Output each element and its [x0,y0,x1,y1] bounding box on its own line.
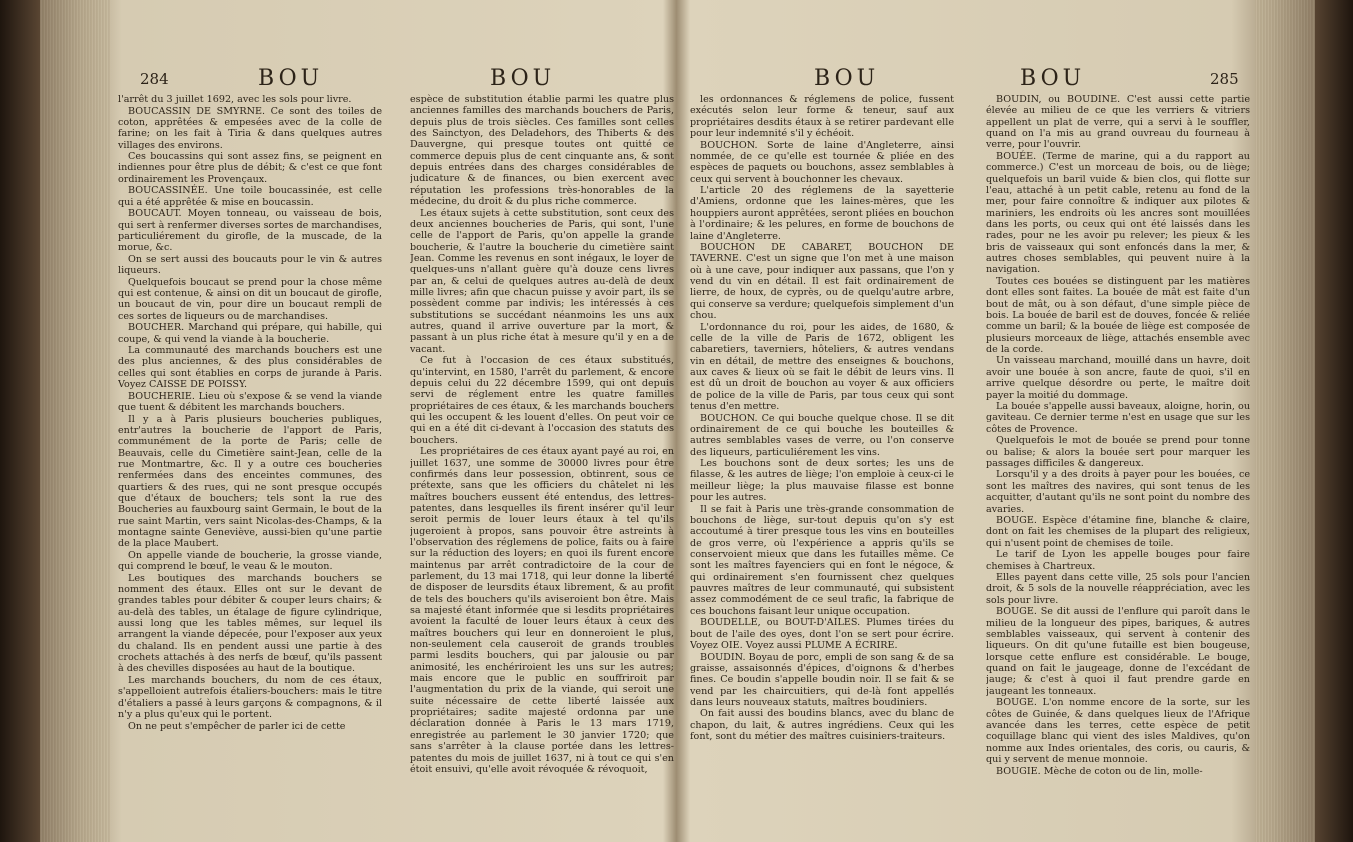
paragraph: On appelle viande de boucherie, la grosse viande, qui comprend le bœuf, le veau & le mouton. [118,549,382,573]
paragraph: BOUCHER. Marchand qui prépare, qui habille, qui coupe, & qui vend la viande à la boucherie. [118,322,382,345]
paragraph: BOUGE. L'on nomme encore de la sorte, sur les côtes de Guinée, & dans quelques lieux de l'Afrique avancée dans les terres, cette espèce de petit coquillage blanc qui vient des isles Maldives, qu'on nomme aux Indes orientales, des coris, ou cauris, & qui y servent de menue monnoie. [986,697,1250,765]
paragraph: Les boutiques des marchands bouchers se nomment des étaux. Elles ont sur le devant de grandes tables pour débiter & couper leurs chairs; & au-delà des tables, un étalage de figure cylindrique, aussi long que les tables mêmes, sur lequel ils arrangent la viande dépecée, pour l'exposer aux yeux du chaland. Ils en pendent aussi une partie à des crochets attachés à des nerfs de bœuf, qu'ils passent à des chevilles disposées au haut de la boutique. [118,572,382,675]
paragraph: BOUGIE. Mèche de coton ou de lin, molle- [996,765,1203,777]
paragraph: BOUGE. Espèce d'étamine fine, blanche & claire, dont on fait les chemises de la plupart des religieux, qui n'usent point de chemises de toile. [986,515,1250,549]
paragraph: BOUDIN, ou BOUDINE. C'est aussi cette partie élevée au milieu de ce que les verriers & vitriers appellent un plat de verre, qui a servi à le souffler, quand on l'a mis au grand ouvreau du fourneau à verre, pour l'ouvrir. [986,94,1250,151]
paragraph: BOUCHON DE CABARET, BOUCHON DE TAVERNE. C'est un signe que l'on met à une maison où à une cave, pour indiquer aux passans, que l'on y vend du vin en détail. Il est fait ordinairement de lierre, de houx, de cyprès, ou de quelqu'autre arbre, qui conserve sa verdure; quelquefois simplement d'un chou. [690,242,954,322]
right-running-word-2: BOU [1020,66,1086,91]
paragraph: On ne peut s'empêcher de parler ici de cette [128,720,346,732]
paragraph: BOUCASSINÉE. Une toile boucassinée, est celle qui a été apprêtée & mise en boucassin. [118,185,382,208]
paragraph: L'article 20 des réglemens de la sayetterie d'Amiens, ordonne que les laines-mères, que les houppiers auront apprêtées, seront pliées en bouchon à l'ordinaire; & les pelures, en forme de bouchons de laine d'Angleterre. [690,185,954,242]
paragraph: Toutes ces bouées se distinguent par les matières dont elles sont faites. La bouée de mât est faite d'un bout de mât, ou à son défaut, d'une simple pièce de bois. La bouée de baril est de douves, foncée & reliée comme un baril; & la bouée de liège est composée de plusieurs morceaux de liège, attachés ensemble avec de la corde. [986,275,1250,355]
paragraph: BOUCAUT. Moyen tonneau, ou vaisseau de bois, qui sert à renfermer diverses sortes de marchandises, particuliérement du girofle, de la muscade, de la morue, &c. [118,208,382,254]
paragraph: l'arrêt du 3 juillet 1692, avec les sols pour livre. [118,94,352,105]
right-running-head [690,62,1250,94]
left-page [118,62,674,834]
right-running-word-1: BOU [814,66,880,91]
paragraph: BOUDIN. Boyau de porc, empli de son sang & de sa graisse, assaisonnés d'épices, d'oignons & d'herbes fines. Ce boudin s'appelle boudin noir. Il se fait & se vend par les chaircuitiers, qui de-là font appellés dans leurs nouveaux statuts, maîtres boudiniers. [690,651,954,708]
paragraph: Quelquefois boucaut se prend pour la chose même qui est contenue, & ainsi on dit un boucaut de girofle, un boucaut de vin, pour dire un boucaut rempli de ces sortes de liqueurs ou de marchandises. [118,276,382,322]
paragraph: L'ordonnance du roi, pour les aides, de 1680, & celle de la ville de Paris de 1672, obligent les cabaretiers, taverniers, hôteliers, & autres vendans vin en détail, de mettre des enseignes & bouchons, aux caves & lieux où se fait le débit de leurs vins. Il est dû un droit de bouchon au voyer & aux officiers de police de la ville de Paris, par tous ceux qui sont tenus d'en mettre. [690,321,954,413]
paragraph: BOUGE. Se dit aussi de l'enflure qui paroît dans le milieu de la longueur des pipes, bariques, & autres semblables vaisseaux, qui servent à contenir des liqueurs. On dit qu'une futaille est bien bougeuse, lorsque cette enflure est considérable. Le bouge, quand on fait le jaugeage, donne de l'excédant de jauge; & c'est à quoi il faut prendre garde en jaugeant les tonneaux. [986,606,1250,697]
paragraph: Lorsqu'il y a des droits à payer pour les bouées, ce sont les maîtres des navires, qui sont tenus de les acquitter, d'autant qu'ils ne sont point du nombre des avaries. [986,469,1250,515]
left-page-number: 284 [140,70,169,88]
paragraph: Le tarif de Lyon les appelle bouges pour faire chemises à Chartreux. [986,549,1250,572]
paragraph: espèce de substitution établie parmi les quatre plus anciennes familles des marchands bouchers de Paris, depuis plus de trois siècles. Ces familles sont celles des Sainctyon, des Deladehors, des Thiberts & des Dauvergne, qui presque toutes ont quitté ce commerce depuis plus de cent cinquante ans, & sont depuis entrées dans des charges considérables de judicature & de finances, ou bien exercent avec réputation les professions très-honorables de la médecine, du droit & du plus riche commerce. [410,94,674,208]
paragraph: La bouée s'appelle aussi baveaux, aloigne, horin, ou gaviteau. Ce dernier terme n'est en usage que sur les côtes de Provence. [986,401,1250,435]
paragraph: BOUCASSIN DE SMYRNE. Ce sont des toiles de coton, apprêtées & empesées avec de la colle de farine; on les fait à Tiria & dans quelques autres villages des environs. [118,105,382,151]
right-page [690,62,1250,834]
left-column-2 [410,94,674,832]
paragraph: Les propriétaires de ces étaux ayant payé au roi, en juillet 1637, une somme de 30000 livres pour être confirmés dans leur possession, obtinrent, sous ce prétexte, sans que les officiers du châtelet ni les maîtres bouchers eussent été entendus, des lettres-patentes, dans lesquelles ils firent insérer qu'il leur seroit permis de louer leurs étaux à tel qu'ils jugeroient à propos, sans pouvoir être astreints à l'observation des réglemens de police, faits ou à faire sur la réduction des loyers; en quoi ils furent encore maintenus par arrêt contradictoire de la cour de parlement, du 13 mai 1718, qui leur donne la liberté de disposer de leursdits étaux librement, & au profit de tels des bouchers qu'ils aviseroient bon être. Mais sa majesté étant informée que si lesdits propriétaires avoient la faculté de louer leurs étaux à ceux des maîtres bouchers qui leur en donneroient le plus, non-seulement cela causeroit de grands troubles parmi lesdits bouchers, qui par jalousie ou par animosité, les enchériroient les uns sur les autres; mais encore que le public en souffriroit par l'augmentation du prix de la viande, qui seroit une suite nécessaire de cette liberté laissée aux propriétaires; sadite majesté ordonna par une déclaration donnée à Paris le 13 mars 1719, enregistrée au parlement le 30 janvier 1720; que sans s'arrêter à la clause portée dans les lettres-patentes du mois de juillet 1637, ni à tout ce qui s'en étoit ensuivi, qu'elle avoit révoquée & révoquoit, [410,446,674,775]
paragraph: On fait aussi des boudins blancs, avec du blanc de chapon, du lait, & autres ingrédiens. Ceux qui les font, sont du métier des maîtres cuisiniers-traiteurs. [690,708,954,743]
left-running-head [118,62,674,94]
paragraph: BOUCHON. Sorte de laine d'Angleterre, ainsi nommée, de ce qu'elle est tournée & pliée en des espèces de paquets ou bouchons, assez semblables à ceux qui servent à bouchonner les chevaux. [690,139,954,185]
right-page-edges [1255,0,1315,842]
paragraph: Les étaux sujets à cette substitution, sont ceux des deux anciennes boucheries de Paris, qui sont, l'une celle de l'apport de Paris, qu'on appelle la grande boucherie, & l'autre la boucherie du cimetière saint Jean. Comme les revenus en sont inégaux, le loyer de quelques-uns n'allant guère qu'à douze cens livres par an, & celui de quelques autres au-delà de deux mille livres; afin que chacun puisse y avoir part, ils se possèdent comme par indivis; les intéressés à ces substitutions se succédant néanmoins les uns aux autres, quand il arrive ouverture par la mort, & passant à un plus riche état à mesure qu'il y en a de vacant. [410,207,674,355]
paragraph: BOUCHON. Ce qui bouche quelque chose. Il se dit ordinairement de ce qui bouche les bouteilles & autres semblables vases de verre, ou l'on conserve des liqueurs, particuliérement les vins. [690,412,954,458]
paragraph: On se sert aussi des boucauts pour le vin & autres liqueurs. [118,253,382,277]
paragraph: BOUÉE. (Terme de marine, qui a du rapport au commerce.) C'est un morceau de bois, ou de liège; quelquefois un baril vuide & bien clos, qui flotte sur l'eau, attaché à un petit cable, retenu au fond de la mer, pour faire connoître & indiquer aux pilotes & mariniers, les endroits où les ancres sont mouillées dans les ports, ou ceux qui ont été laissés dans les rades, pour ne les avoir pu relever; les pieux & les bris de vaisseaux qui sont enfoncés dans la mer, & autres choses semblables, qui peuvent nuire à la navigation. [986,150,1250,276]
paragraph: Un vaisseau marchand, mouillé dans un havre, doit avoir une bouée à son ancre, faute de quoi, s'il en arrive quelque désordre ou perte, le maître doit payer la moitié du dommage. [986,355,1250,401]
paragraph: BOUDELLE, ou BOUT-D'AILES. Plumes tirées du bout de l'aile des oyes, dont l'on se sert pour écrire. Voyez OIE. Voyez aussi PLUME A ÉCRIRE. [690,617,954,651]
left-column-1 [118,94,382,832]
paragraph: Il y a à Paris plusieurs boucheries publiques, entr'autres la boucherie de l'apport de Paris, communément de la porte de Paris; celle de Beauvais, celle du Cimetière saint-Jean, celle de la rue Montmartre, &c. Il y a outre ces boucheries renfermées dans des enceintes communes, des quartiers & des rues, qui ne sont presque occupés que d'étaux de bouchers; tels sont la rue des Boucheries au fauxbourg saint Germain, le bout de la rue saint Martin, vers saint Nicolas-des-Champs, & la montagne sainte Geneviève, aussi-bien qu'une partie de la place Maubert. [118,413,382,550]
right-page-number: 285 [1210,70,1239,88]
left-running-word-2: BOU [490,66,556,91]
paragraph: BOUCHERIE. Lieu où s'expose & se vend la viande que tuent & débitent les marchands bouchers. [118,390,382,413]
right-column-1 [690,94,954,832]
left-page-edges [40,0,110,842]
paragraph: Elles payent dans cette ville, 25 sols pour l'ancien droit, & 5 sols de la nouvelle réappréciation, avec les sols pour livre. [986,572,1250,606]
paragraph: Ces boucassins qui sont assez fins, se peignent en indiennes pour être plus de débit; & c'est ce que font ordinairement les Provençaux. [118,151,382,185]
paragraph: La communauté des marchands bouchers est une des plus anciennes, & des plus considérables de celles qui sont établies en corps de jurande à Paris. Voyez CAISSE DE POISSY. [118,345,382,391]
paragraph: Ce fut à l'occasion de ces étaux substitués, qu'intervint, en 1580, l'arrêt du parlement, & encore depuis celui du 22 décembre 1599, qui ont depuis servi de réglement entre les quatre familles propriétaires de ces étaux, & les marchands bouchers qui les occupent & les louent d'elles. On peut voir ce qui en a été dit ci-devant à l'occasion des statuts des bouchers. [410,355,674,446]
left-running-word-1: BOU [258,66,324,91]
right-column-2 [986,94,1250,832]
paragraph: les ordonnances & réglemens de police, fussent exécutés selon leur forme & teneur, sauf aux propriétaires desdits étaux à se retirer pardevant elle pour leur indemnité s'il y échéoit. [690,94,954,140]
paragraph: Quelquefois le mot de bouée se prend pour tonne ou balise; & alors la bouée sert pour marquer les passages difficiles & dangereux. [986,435,1250,469]
paragraph: Il se fait à Paris une très-grande consommation de bouchons de liège, sur-tout depuis qu'on s'y est accoutumé à tirer presque tous les vins en bouteilles de gros verre, où l'expérience a appris qu'ils se conservoient mieux que dans les futailles même. Ce sont les maîtres fayenciers qui en font le négoce, & qui ordinairement s'en fournissent chez quelques pauvres maîtres de leur communauté, qui subsistent assez commodément de ce seul trafic, la fabrique de ces bouchons faisant leur unique occupation. [690,503,954,617]
paragraph: Les bouchons sont de deux sortes; les uns de filasse, & les autres de liège; l'on emploie à ceux-ci le meilleur liège; la plus mauvaise filasse est bonne pour les autres. [690,458,954,504]
paragraph: Les marchands bouchers, du nom de ces étaux, s'appelloient autrefois étaliers-bouchers: mais le titre d'étaliers a passé à leurs garçons & compagnons, & il n'y a plus qu'eux qui le portent. [118,674,382,720]
